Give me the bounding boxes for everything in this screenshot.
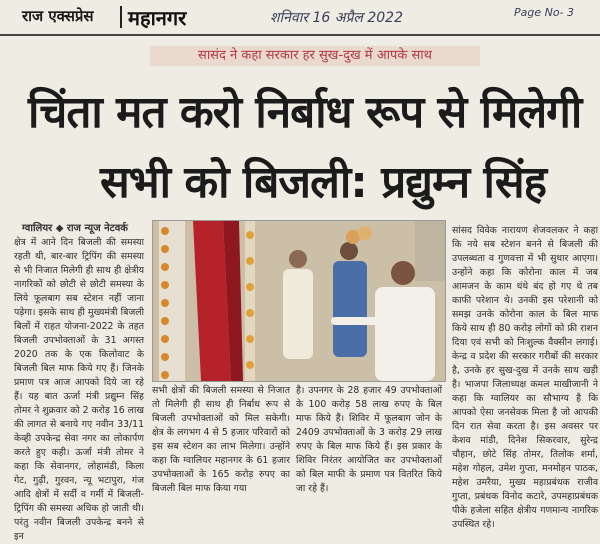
handwritten-page-number: Page No- 3: [514, 6, 575, 19]
kicker-strip: [150, 46, 480, 66]
kicker-text: सासंद ने कहा सरकार हर सुख-दुख में आपके साथ: [198, 48, 432, 63]
dateline: ग्वालियर ◆ राज न्यूज नेटवर्क: [22, 223, 128, 234]
masthead: [0, 0, 600, 36]
news-photo: [152, 220, 446, 382]
section-name: महानगर: [128, 6, 187, 30]
article-column-bottom-1: सभी क्षेत्रों की बिजली समस्या से निजात तो मिलेगी ही साथ ही निर्बाध रूप से बिजली उपभोक्ताओं को मिल सकेगी। क्षेत्र के लगभग 4 से 5 हजार परिवारों को इस सब स्टेशन का लाभ मिलेगा। उन्होंने कहा कि ग्वालियर महानगर के 61 हजार उपभोक्ताओं के 165 करोड़ रुपए का बिजली बिल माफ किया गया: [152, 385, 290, 494]
headline-line-1: चिंता मत करो निर्बाध रूप से मिलेगी: [28, 87, 582, 138]
headline-line-2: सभी को बिजली: प्रद्युम्न सिंह: [100, 157, 547, 208]
handwritten-date: शनिवार 16 अप्रैल 2022: [270, 10, 403, 26]
article-column-left: क्षेत्र में आने दिन बिजली की समस्या रहती थी, बार-बार ट्रिपिंग की समस्या से भी निजात मिलेगी ही साथ ही क्षेत्रीय नागरिकों को छोटी से छोटी समस्या के लिये फूलबाग सब स्टेशन नहीं जाना पड़ेगा। इसके साथ ही मुख्यमंत्री बिजली बिलों में राहत योजना-2022 के तहत बिजली उपभोक्ताओं के 31 अगस्त 2020 तक के एक किलोवाट के बिजली बिल माफ किये गए हैं। जिनके प्रमाण पत्र आज आपको दिये जा रहे हैं। यह बात ऊर्जा मंत्री प्रद्युम्न सिंह तोमर ने शुक्रवार को 2 करोड़ 16 लाख की लागत से बनाये गए नवीन 33/11 केव्ही उपकेन्द्र सेवा नगर का लोकार्पण करते हुए कही। ऊर्जा मंत्री तोमर ने कहा कि सेवानगर, लोहामंडी, किला गेट, गुढ़ी, गुरवन, न्यू भटापुरा, गंज आदि क्षेत्रों में सर्दी व गर्मी में बिजली-ट्रिपिंग की समस्या अधिक हो जाती थी। परंतु नवीन बिजली उपकेन्द्र बनने से इन: [14, 237, 144, 542]
article-column-right: सांसद विवेक नारायण शेजवलकर ने कहा कि नये सब स्टेशन बनने से बिजली की उपलब्धता व गुणवत्ता में भी सुधार आएगा। उन्होंने कहा कि कोरोना काल में जब आमजन के काम धंधे बंद हो गए थे तब काफी परेशान थे। उनकी इस परेशानी को समझ उनके कोरोना काल के बिल माफ किये साथ ही 80 करोड़ लोगों को फ्री राशन दिया एवं सभी को निःशुल्क वैक्सीन लगाई। केन्द्र व प्रदेश की सरकार गरीबों की सरकार है, उनके हर सुख-दुख में उनके साथ खड़ी है। भाजपा जिलाध्यक्ष कमल माखीजानी ने कहा कि ग्वालियर का सौभाग्य है कि आपको ऐसा जनसेवक मिला है जो आपकी दिन रात सेवा करता है। इस अवसर पर केशव मांडी, दिनेश सिकरवार, सुरेन्द्र चौहान, छोटे सिंह तोमर, तिलोक शर्मा, महेश गोहल, उमेश गुप्ता, मनमोहन पाठक, महेश उमरैया, मुख्य महाप्रबंधक राजीव गुप्ता, प्रबंधक विनोद कटारे, उपमहाप्रबंधक पीके हजेला सहित क्षेत्रीय गणमान्य नागरिक उपस्थित रहे।: [452, 225, 598, 530]
photo-illustration: [153, 221, 445, 381]
article-column-bottom-2: है। उपनगर के 28 हजार 49 उपभोक्ताओं के 100 करोड़ 58 लाख रुपए के बिल माफ किये हैं। शिविर में फूलबाग जोन के 2409 उपभोक्ताओं के 3 करोड़ 29 लाख रुपए के बिल माफ किये हैं। इस प्रकार के शिविर निरंतर आयोजित कर उपभोक्ताओं को बिल माफी के प्रमाण पत्र वितरित किये जा रहे हैं।: [296, 385, 442, 494]
masthead-divider: [120, 6, 122, 28]
paper-name: राज एक्सप्रेस: [22, 7, 94, 25]
masthead-rule: [0, 34, 600, 36]
